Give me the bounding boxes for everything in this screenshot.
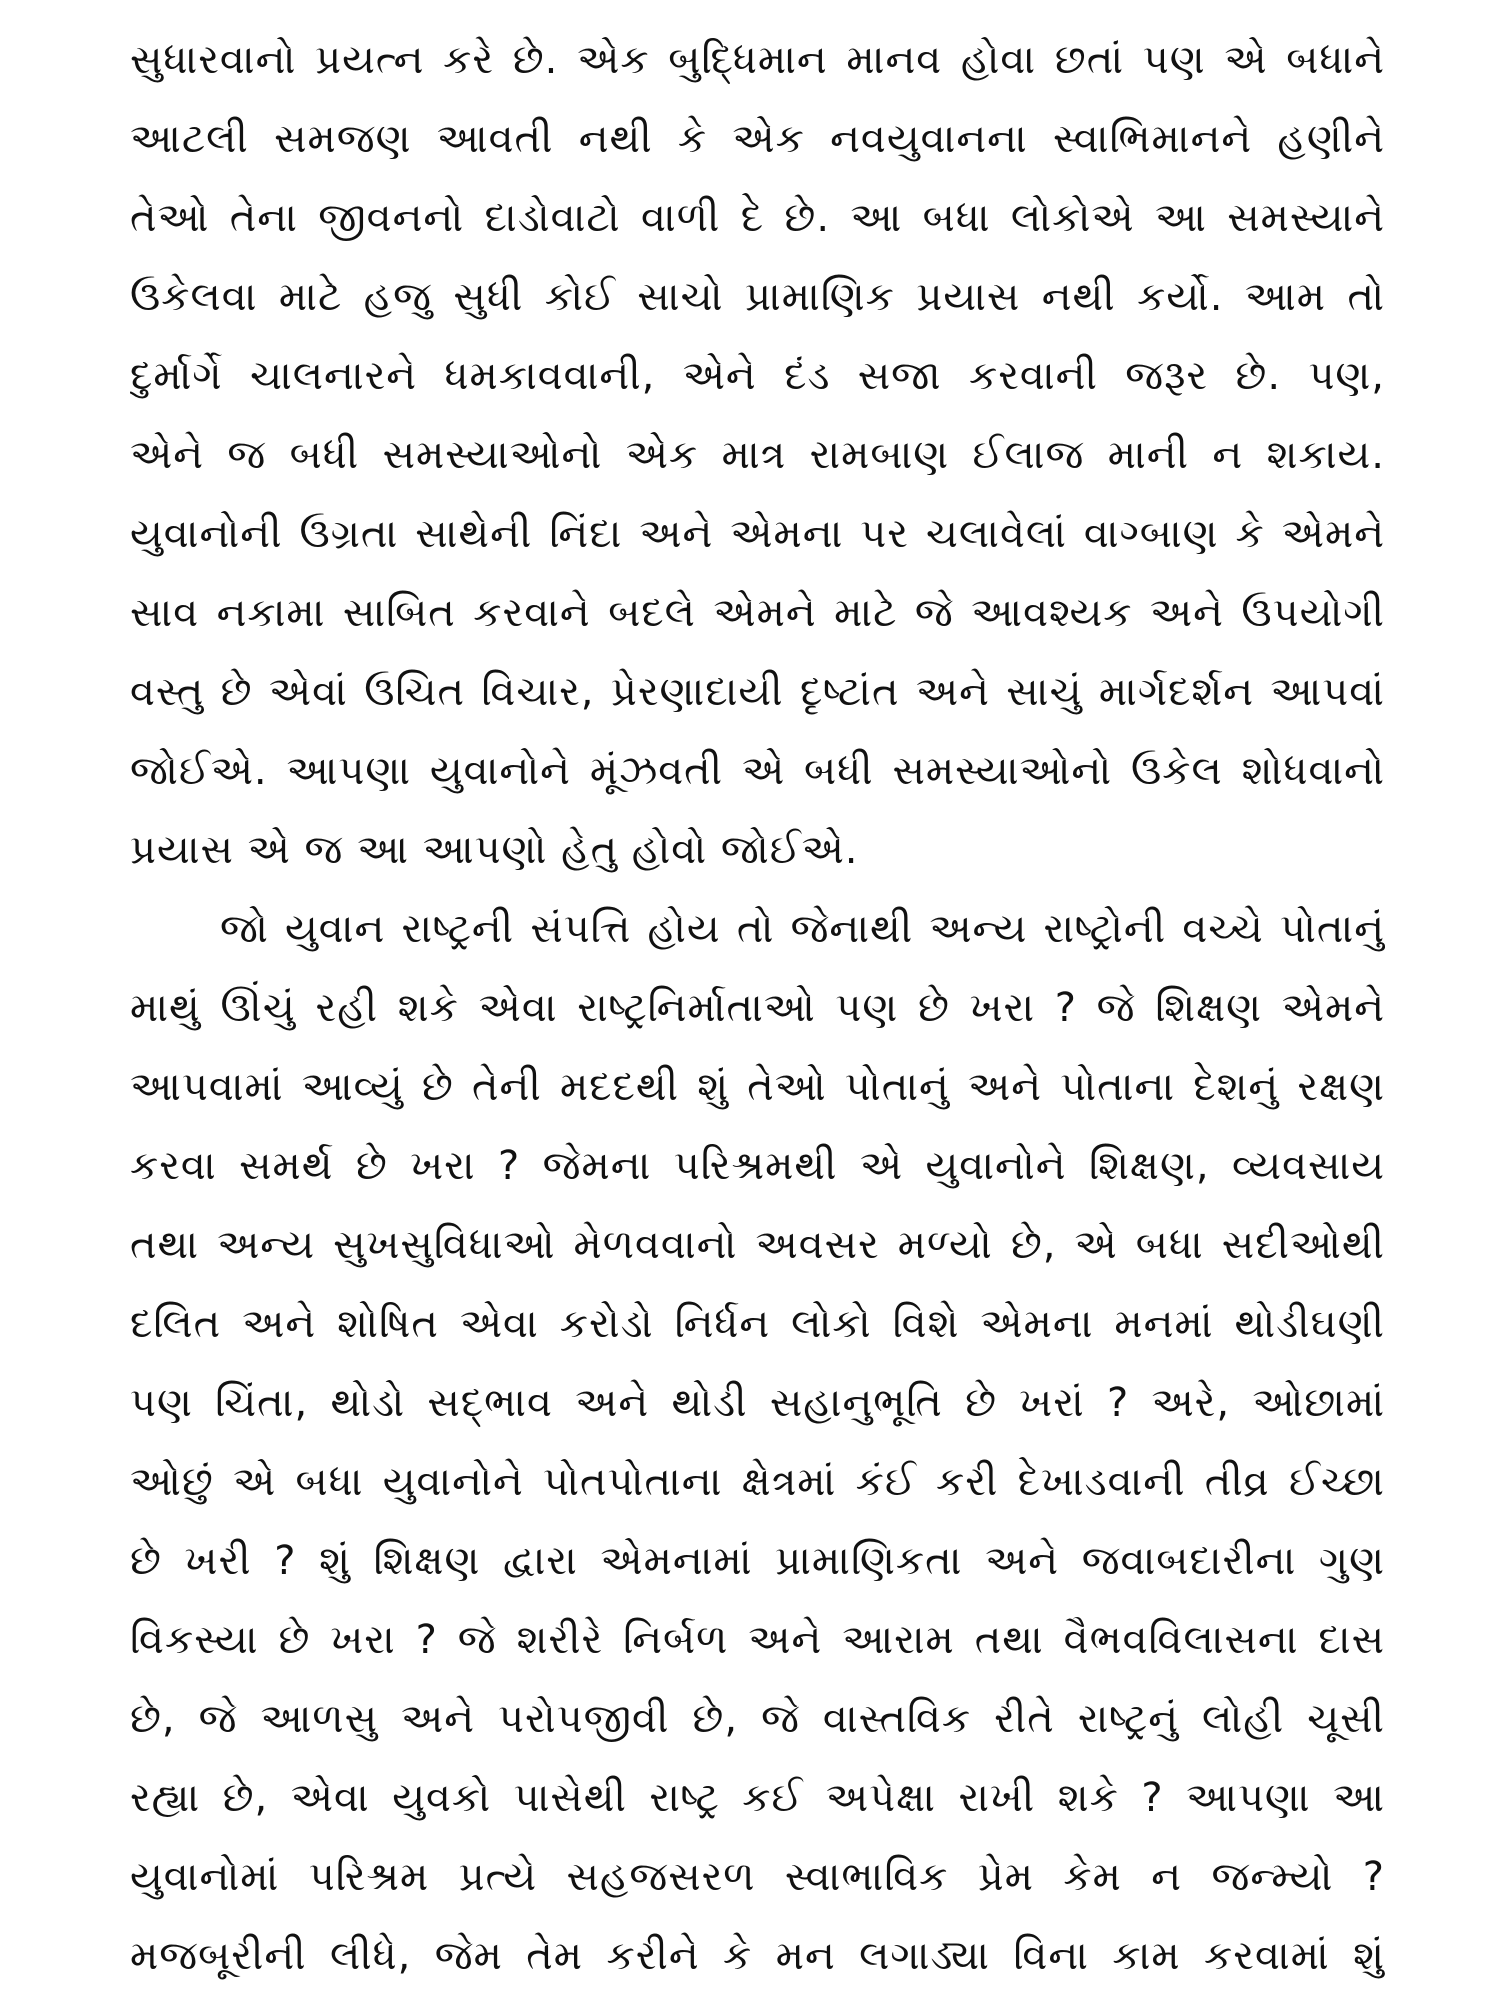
text-line-19: ઓછું એ બધા યુવાનોને પોતપોતાના ક્ષેત્રમાં કંઈ કરી દેખાડવાની તીવ્ર ઈચ્છા: [130, 1459, 1385, 1505]
text-line-23: રહ્યા છે, એવા યુવકો પાસેથી રાષ્ટ્ર કઈ અપેક્ષા રાખી શકે ? આપણા આ: [130, 1775, 1385, 1821]
text-line-17: દલિત અને શોષિત એવા કરોડો નિર્ધન લોકો વિશે એમના મનમાં થોડીઘણી: [130, 1301, 1385, 1347]
text-line-2: આટલી સમજણ આવતી નથી કે એક નવયુવાનના સ્વાભિમાનને હણીને: [130, 116, 1385, 162]
text-line-24: યુવાનોમાં પરિશ્રમ પ્રત્યે સહજસરળ સ્વાભાવિક પ્રેમ કેમ ન જન્મ્યો ?: [130, 1854, 1385, 1900]
text-line-8: સાવ નકામા સાબિત કરવાને બદલે એમને માટે જે આવશ્યક અને ઉપયોગી: [130, 590, 1385, 636]
text-line-3: તેઓ તેના જીવનનો દાડોવાટો વાળી દે છે. આ બધા લોકોએ આ સમસ્યાને: [130, 195, 1385, 241]
text-line-22: છે, જે આળસુ અને પરોપજીવી છે, જે વાસ્તવિક રીતે રાષ્ટ્રનું લોહી ચૂસી: [130, 1696, 1385, 1742]
text-line-5: દુર્માર્ગે ચાલનારને ધમકાવવાની, એને દંડ સજા કરવાની જરૂર છે. પણ,: [130, 353, 1385, 399]
text-line-7: યુવાનોની ઉગ્રતા સાથેની નિંદા અને એમના પર ચલાવેલાં વાગ્બાણ કે એમને: [130, 511, 1385, 557]
text-line-1: સુધારવાનો પ્રયત્ન કરે છે. એક બુદ્ધિમાન માનવ હોવા છતાં પણ એ બધાને: [130, 37, 1385, 83]
text-line-10: જોઈએ. આપણા યુવાનોને મૂંઝવતી એ બધી સમસ્યાઓનો ઉકેલ શોધવાનો: [130, 748, 1385, 794]
text-line-6: એને જ બધી સમસ્યાઓનો એક માત્ર રામબાણ ઈલાજ માની ન શકાય.: [130, 432, 1385, 478]
text-line-16: તથા અન્ય સુખસુવિધાઓ મેળવવાનો અવસર મળ્યો છે, એ બધા સદીઓથી: [130, 1222, 1385, 1268]
text-line-4: ઉકેલવા માટે હજુ સુધી કોઈ સાચો પ્રામાણિક પ્રયાસ નથી કર્યો. આમ તો: [130, 274, 1385, 320]
text-line-12: જો યુવાન રાષ્ટ્રની સંપત્તિ હોય તો જેનાથી અન્ય રાષ્ટ્રોની વચ્ચે પોતાનું: [220, 906, 1385, 952]
text-line-21: વિકસ્યા છે ખરા ? જે શરીરે નિર્બળ અને આરામ તથા વૈભવવિલાસના દાસ: [130, 1617, 1385, 1663]
text-line-15: કરવા સમર્થ છે ખરા ? જેમના પરિશ્રમથી એ યુવાનોને શિક્ષણ, વ્યવસાય: [130, 1143, 1385, 1189]
text-line-11: પ્રયાસ એ જ આ આપણો હેતુ હોવો જોઈએ.: [130, 827, 859, 873]
text-line-13: માથું ઊંચું રહી શકે એવા રાષ્ટ્રનિર્માતાઓ પણ છે ખરા ? જે શિક્ષણ એમને: [130, 985, 1385, 1031]
text-line-18: પણ ચિંતા, થોડો સદ્ભાવ અને થોડી સહાનુભૂતિ છે ખરાં ? અરે, ઓછામાં: [130, 1380, 1385, 1426]
document-page: [130, 0, 1385, 2000]
text-line-14: આપવામાં આવ્યું છે તેની મદદથી શું તેઓ પોતાનું અને પોતાના દેશનું રક્ષણ: [130, 1064, 1385, 1110]
text-line-9: વસ્તુ છે એવાં ઉચિત વિચાર, પ્રેરણાદાયી દૃષ્ટાંત અને સાચું માર્ગદર્શન આપવાં: [130, 669, 1385, 715]
text-line-25: મજબૂરીની લીધે, જેમ તેમ કરીને કે મન લગાડ્યા વિના કામ કરવામાં શું: [130, 1933, 1385, 1979]
text-line-20: છે ખરી ? શું શિક્ષણ દ્વારા એમનામાં પ્રામાણિકતા અને જવાબદારીના ગુણ: [130, 1538, 1385, 1584]
